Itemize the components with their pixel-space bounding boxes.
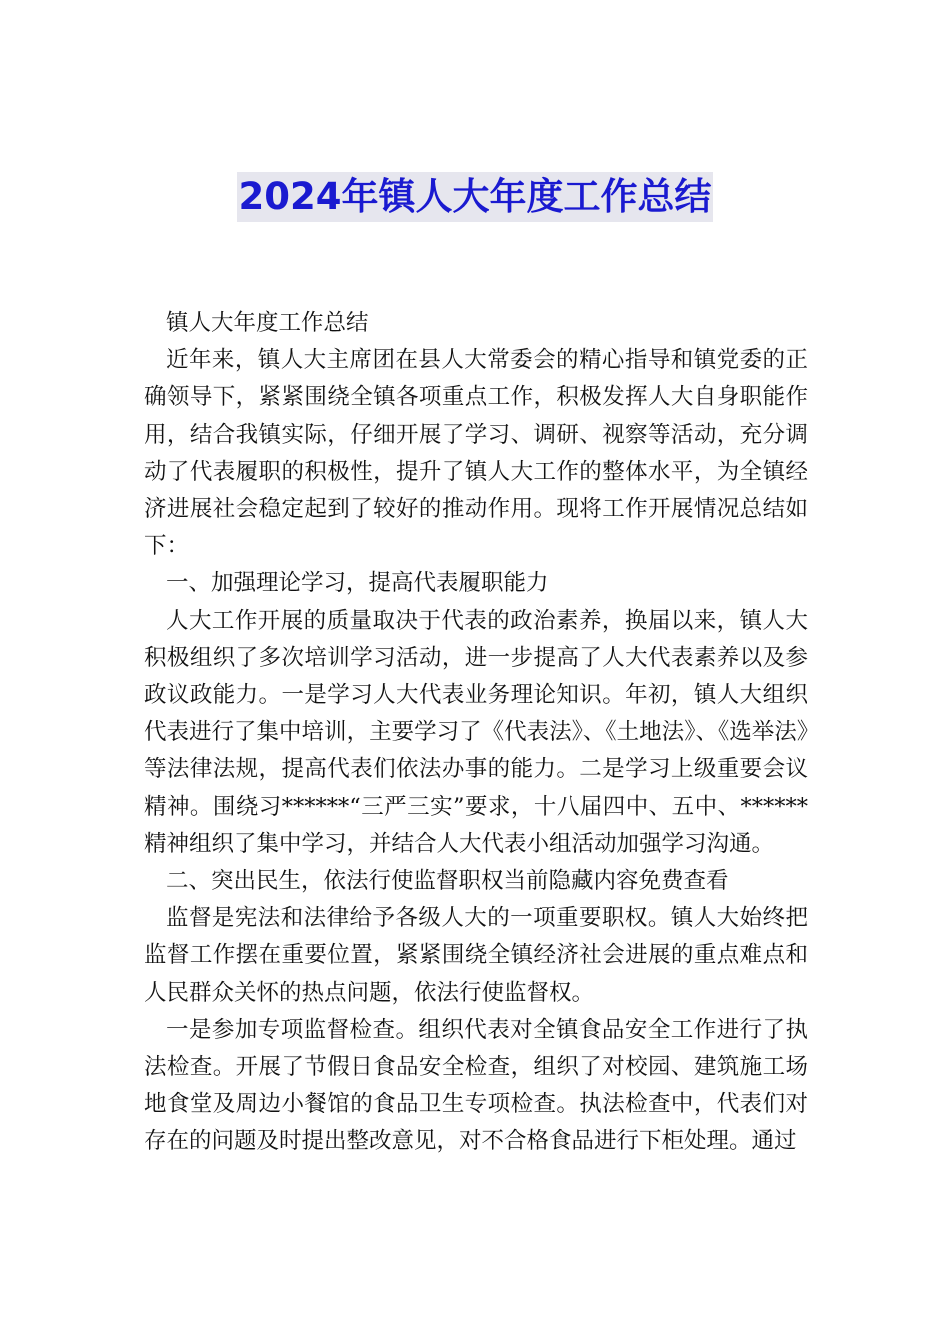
- document-title: 2024年镇人大年度工作总结: [237, 172, 714, 222]
- title-container: [0, 172, 950, 222]
- subtitle-paragraph: 镇人大年度工作总结: [166, 310, 369, 336]
- intro-paragraph: 近年来，镇人大主席团在县人大常委会的精心指导和镇党委的正确领导下，紧紧围绕全镇各项重点工作，积极发挥人大自身职能作用，结合我镇实际，仔细开展了学习、调研、视察等活动，充分调动了代表履职的积极性，提升了镇人大工作的整体水平，为全镇经济进展社会稳定起到了较好的推动作用。现将工作开展情况总结如下：: [144, 347, 808, 560]
- section-2-item-1-paragraph: 一是参加专项监督检查。组织代表对全镇食品安全工作进行了执法检查。开展了节假日食品安全检查，组织了对校园、建筑施工场地食堂及周边小餐馆的食品卫生专项检查。执法检查中，代表们对存在的问题及时提出整改意见，对不合格食品进行下柜处理。通过: [144, 1016, 808, 1155]
- section-heading-1: 一、加强理论学习，提高代表履职能力: [166, 570, 549, 597]
- section-heading-2: 二、突出民生，依法行使监督职权当前隐藏内容免费查看: [166, 868, 729, 895]
- document-body: [144, 305, 808, 1161]
- section-2-paragraph: 监督是宪法和法律给予各级人大的一项重要职权。镇人大始终把监督工作摆在重要位置，紧紧围绕全镇经济社会进展的重点难点和人民群众关怀的热点问题，依法行使监督权。: [144, 905, 808, 1006]
- section-1-paragraph: 人大工作开展的质量取决于代表的政治素养，换届以来，镇人大积极组织了多次培训学习活动，进一步提高了人大代表素养以及参政议政能力。一是学习人大代表业务理论知识。年初，镇人大组织代表进行了集中培训，主要学习了《代表法》、《土地法》、《选举法》等法律法规，提高代表们依法办事的能力。二是学习上级重要会议精神。围绕习******“三严三实”要求，十八届四中、五中、******精神组织了集中学习，并结合人大代表小组活动加强学习沟通。: [144, 607, 808, 857]
